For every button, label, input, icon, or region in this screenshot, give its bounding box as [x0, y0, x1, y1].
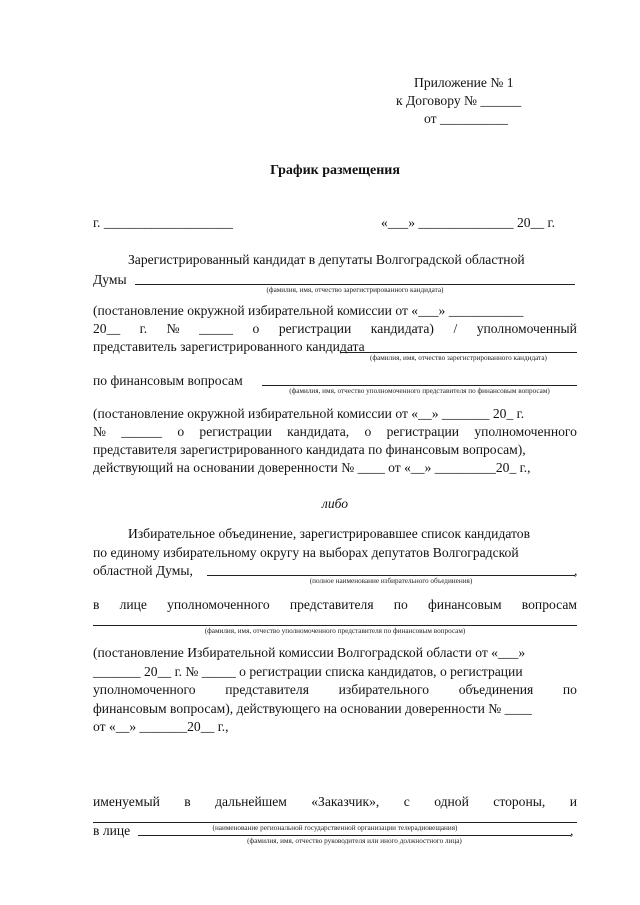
official-name-caption: (фамилия, имя, отчество руководителя или иного должностного лица) — [247, 837, 462, 845]
association-attorney-date: от «__» _______20__ г., — [93, 719, 229, 734]
word: лице — [119, 597, 147, 612]
word: кандидата, — [287, 424, 350, 439]
candidate-representative-label: представитель зарегистрированного кандидата — [93, 339, 365, 354]
candidate-resolution-2: (постановление окружной избирательной комиссии от «__» _______ 20_ г. — [93, 406, 525, 421]
word: уполномоченный — [476, 321, 577, 336]
city-field: г. ___________________ — [93, 215, 233, 230]
word: вопросам — [521, 597, 577, 612]
candidate-power-of-attorney: действующий на основании доверенности № ____ от «__» _________20_ г., — [93, 460, 531, 475]
word: регистрации — [278, 321, 352, 336]
contract-reference: к Договору № ______ — [396, 93, 522, 108]
appendix-number: Приложение № 1 — [414, 75, 514, 90]
word: и — [569, 794, 577, 809]
word: о — [177, 424, 185, 439]
word: «Заказчик», — [311, 794, 380, 809]
official-name-line — [138, 835, 571, 836]
association-representative-line — [93, 598, 577, 612]
candidate-intro: Зарегистрированный кандидат в депутаты Волгоградской областной — [128, 252, 525, 267]
word: регистрации — [386, 424, 460, 439]
date-field: «___» ______________ 20__ г. — [381, 215, 555, 230]
word: / — [453, 321, 458, 336]
association-district: по единому избирательному округу на выборах депутатов Волгоградской — [93, 545, 519, 560]
word: 20__ — [93, 321, 121, 336]
word: объединения — [458, 682, 534, 697]
page-title: График размещения — [270, 163, 400, 178]
representative-name-line — [340, 352, 577, 353]
financial-representative-caption: (фамилия, имя, отчество уполномоченного представителя по финансовым вопросам) — [289, 387, 550, 395]
representative-name-caption: (фамилия, имя, отчество зарегистрированного кандидата) — [370, 354, 547, 362]
word: дальнейшем — [215, 794, 287, 809]
word: _____ — [199, 321, 234, 336]
word: уполномоченного — [474, 424, 577, 439]
association-name-caption: (полное наименование избирательного объединения) — [309, 577, 473, 585]
word: о — [364, 424, 372, 439]
word: избирательного — [338, 682, 430, 697]
word: № — [93, 424, 106, 439]
word: финансовым — [427, 597, 502, 612]
word: по — [562, 682, 577, 697]
word: г. — [139, 321, 148, 336]
association-representative-name-line — [93, 625, 577, 626]
financial-representative-line — [262, 385, 577, 386]
or-separator: либо — [321, 496, 349, 511]
word: уполномоченного — [93, 682, 196, 697]
association-power-of-attorney: финансовым вопросам), действующего на основании доверенности № ____ — [93, 701, 532, 716]
word: в — [93, 597, 100, 612]
contract-date: от __________ — [424, 111, 508, 126]
word: № — [166, 321, 180, 336]
word: стороны, — [493, 794, 546, 809]
word: с — [403, 794, 410, 809]
word: в — [184, 794, 191, 809]
word: ______ — [121, 424, 163, 439]
word: по — [393, 597, 408, 612]
word: регистрации — [199, 424, 272, 439]
word: представителя — [289, 597, 374, 612]
word: уполномоченного — [167, 597, 270, 612]
association-comma: , — [574, 563, 578, 578]
association-duma-label: областной Думы, — [93, 563, 193, 578]
candidate-registration-line — [93, 322, 577, 336]
association-resolution: (постановление Избирательной комиссии Волгоградской области от «___» — [93, 645, 526, 660]
organization-name-caption: (наименование региональной государственной организации телерадиовещания) — [212, 824, 458, 832]
organization-name-line — [93, 822, 577, 823]
candidate-resolution-line: (постановление окружной избирательной комиссии от «___» ___________ — [93, 303, 524, 318]
in-person-label: в лице — [93, 823, 131, 838]
candidate-name-caption: (фамилия, имя, отчество зарегистрированного кандидата) — [266, 286, 444, 294]
word: представителя — [225, 682, 309, 697]
customer-designation-line — [93, 795, 577, 809]
candidate-name-line — [135, 284, 575, 285]
association-representative-2 — [93, 683, 577, 697]
official-comma: , — [570, 823, 574, 838]
word: о — [252, 321, 260, 336]
association-representative-caption: (фамилия, имя, отчество уполномоченного представителя по финансовым вопросам) — [204, 627, 466, 635]
word: кандидата) — [370, 321, 434, 336]
word: именуемый — [93, 794, 160, 809]
association-name-line — [207, 575, 575, 576]
financial-issues-label: по финансовым вопросам — [93, 373, 243, 388]
association-registration: _______ 20__ г. № _____ о регистрации списка кандидатов, о регистрации — [93, 664, 523, 679]
association-intro: Избирательное объединение, зарегистрировавшее список кандидатов — [128, 526, 531, 541]
word: одной — [434, 794, 469, 809]
candidate-representative-2: представителя зарегистрированного кандидата по финансовым вопросам), — [93, 442, 526, 457]
candidate-registration-2 — [93, 425, 577, 439]
candidate-duma-label: Думы — [93, 272, 127, 287]
